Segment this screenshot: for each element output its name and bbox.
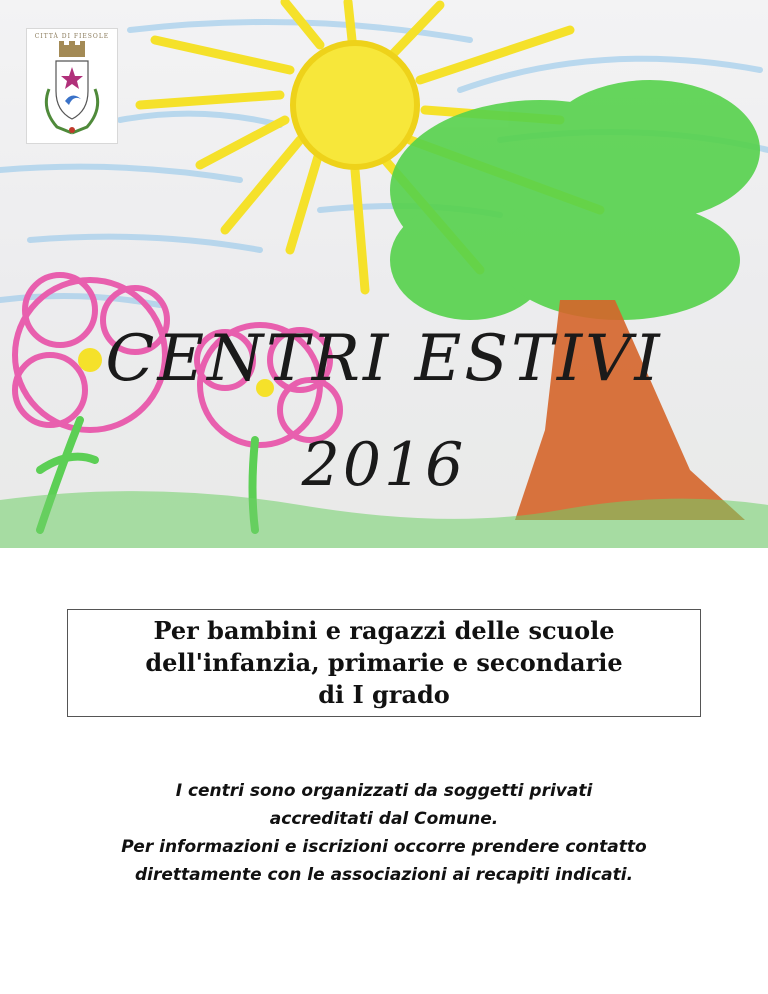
hero-title-year: 2016 — [301, 430, 467, 500]
info-note — [40, 777, 728, 889]
info-note-line: I centri sono organizzati da soggetti privati — [175, 781, 593, 801]
audience-box — [67, 609, 701, 717]
hero-title-line1: CENTRI ESTIVI — [105, 322, 663, 396]
info-note-line: accreditati dal Comune. — [269, 809, 499, 829]
sun-disc — [293, 43, 417, 167]
info-note-line: direttamente con le associazioni ai recapiti indicati. — [134, 865, 634, 885]
crest-caption: CITTÀ DI FIESOLE — [34, 33, 110, 40]
fiesole-coat-of-arms-icon — [27, 29, 117, 143]
info-note-line: Per informazioni e iscrizioni occorre prendere contatto — [121, 837, 647, 857]
audience-line: di I grado — [318, 680, 450, 709]
city-crest — [26, 28, 118, 144]
audience-line: dell'infanzia, primarie e secondarie — [145, 648, 623, 677]
audience-line: Per bambini e ragazzi delle scuole — [153, 616, 615, 645]
